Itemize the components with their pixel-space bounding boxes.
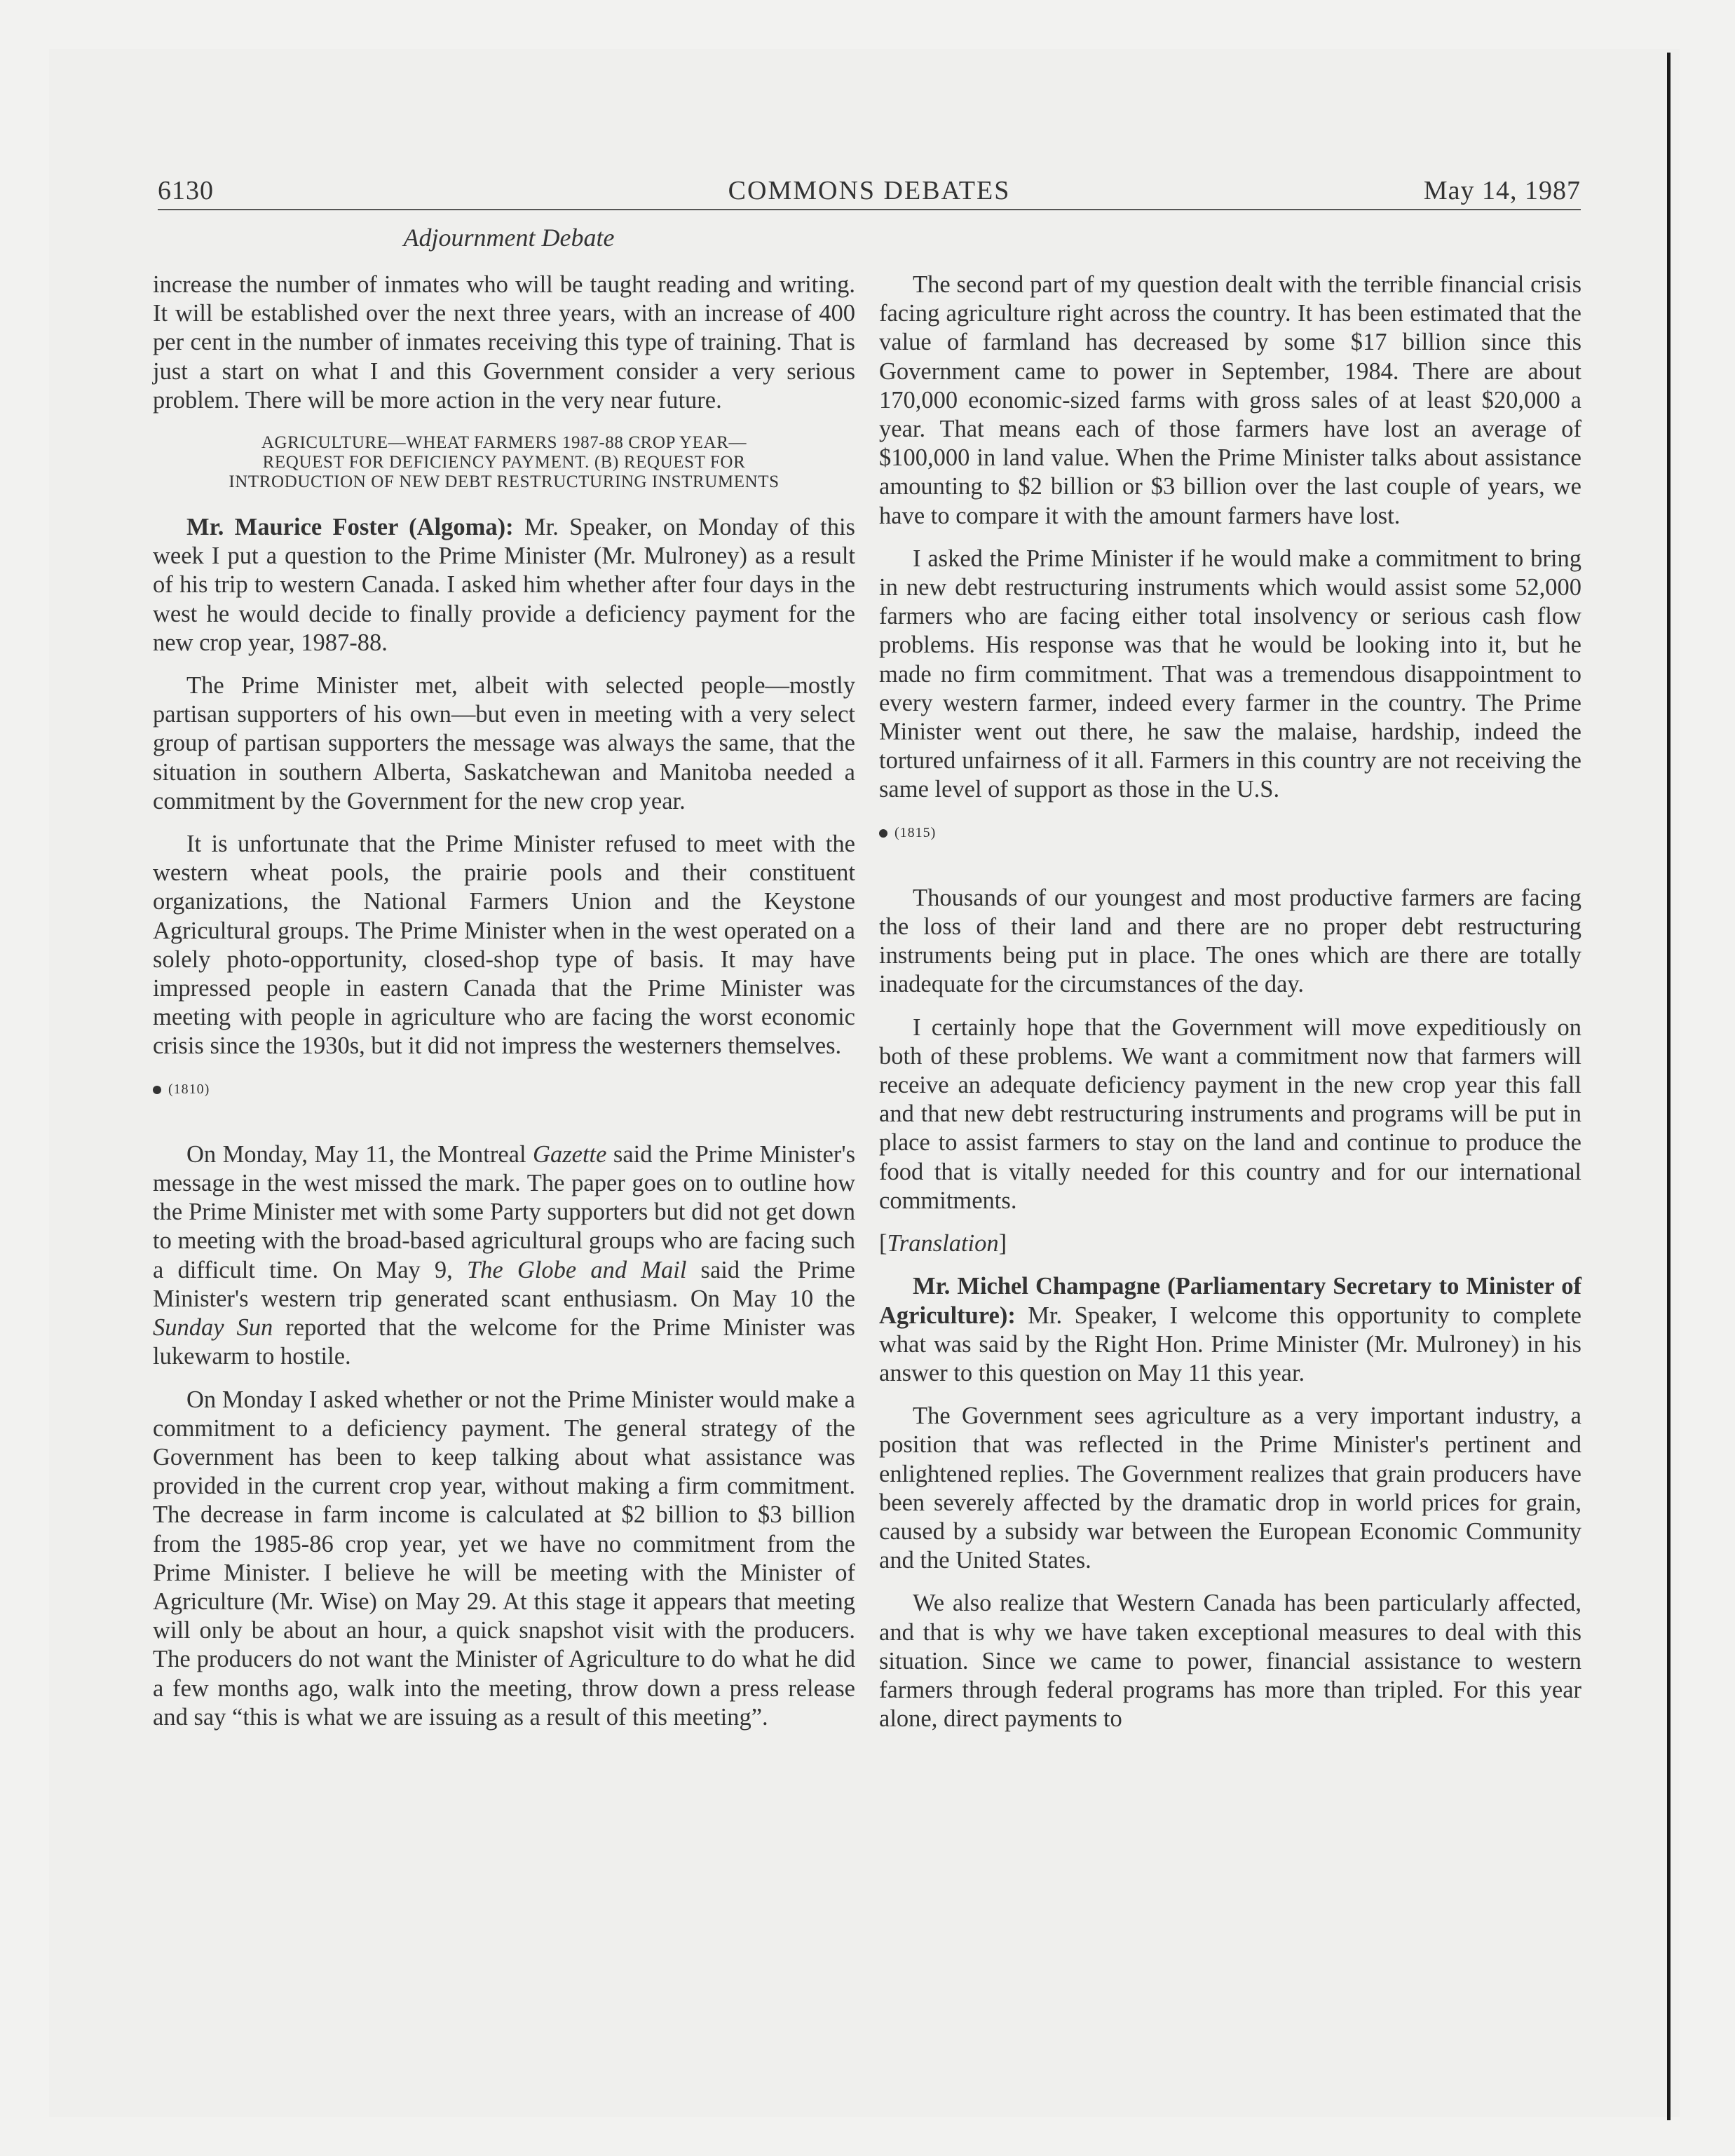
speech-text: Mr. Speaker, on Monday of this week I put a question to the Prime Minister (Mr. Mulroney) as a result of his trip to western Canada. I asked him whether after four days in the west he would decide to finally provide a deficiency payment for the new crop year, 1987-88. bbox=[153, 514, 855, 656]
text-run: On Monday, May 11, the Montreal bbox=[186, 1140, 533, 1168]
publication-name: The Globe and Mail bbox=[466, 1256, 687, 1283]
paragraph: The second part of my question dealt with the terrible financial crisis facing agriculture right across the country. It has been estimated that the value of farmland has decreased by some $17 billion since this Government came to power in September, 1984. There are about 170,000 economic-sized farms with gross sales of at least $20,000 a year. That means each of those farmers have lost an average of $100,000 in land value. When the Prime Minister talks about assistance amounting to $2 billion or $3 billion over the last couple of years, we have to compare it with the amount farmers have lost. bbox=[879, 271, 1581, 529]
bracket: ] bbox=[998, 1230, 1007, 1257]
paragraph: I asked the Prime Minister if he would make a commitment to bring in new debt restructuring instruments which would assist some 52,000 farmers who are facing either total insolvency or serious cash flow problems. His response was that he would be looking into it, but he made no firm commitment. That was a tremendous disappointment to every western farmer, indeed every farmer in the country. The Prime Minister went out there, he saw the malaise, hardship, indeed the tortured unfairness of it all. Farmers in this country are not receiving the same level of support as those in the U.S. bbox=[879, 545, 1581, 803]
bracket: [ bbox=[879, 1230, 887, 1257]
text-run: said the Prime Minister's western trip generated scant enthusiasm. On May 10 the bbox=[153, 1256, 855, 1312]
time-marker-text: (1815) bbox=[894, 824, 937, 840]
section-heading bbox=[160, 433, 848, 492]
right-column bbox=[879, 271, 1581, 1747]
text-run: said the Prime Minister's message in the west missed the mark. The paper goes on to outline how the Prime Minister met with some Party supporters but did not get down to meeting with the broad-based agricultural groups who are facing such a difficult time. On May 9, bbox=[153, 1140, 855, 1283]
header-rule bbox=[158, 209, 1581, 210]
page-edge-rule bbox=[1667, 53, 1671, 2120]
section-heading-line: REQUEST FOR DEFICIENCY PAYMENT. (B) REQUEST FOR bbox=[262, 453, 746, 472]
paragraph: It is unfortunate that the Prime Minister refused to meet with the western wheat pools, the prairie pools and their constituent organizations, the National Farmers Union and the Keystone Agricultural groups. The Prime Minister when in the west operated on a solely photo-opportunity, closed-shop type of basis. It may have impressed people in eastern Canada that the Prime Minister was meeting with people in agriculture who are facing the worst economic crisis since the 1930s, but it did not impress the westerners themselves. bbox=[153, 831, 855, 1060]
paragraph: We also realize that Western Canada has been particularly affected, and that is why we have taken exceptional measures to deal with this situation. Since we came to power, financial assistance to western farmers through federal programs has more than tripled. For this year alone, direct payments to bbox=[879, 1590, 1581, 1733]
translation-label-text: Translation bbox=[887, 1230, 999, 1257]
publication-title: COMMONS DEBATES bbox=[728, 176, 1011, 205]
left-column bbox=[153, 271, 855, 1746]
paragraph: I certainly hope that the Government will move expeditiously on both of these problems. We want a commitment now that farmers will receive an adequate deficiency payment in the new crop year this fall and that new debt restructuring instruments and programs will be put in place to assist farmers to stay on the land and continue to produce the food that is vitally needed for this country and for our international commitments. bbox=[879, 1014, 1581, 1214]
translation-label bbox=[879, 1229, 1581, 1258]
section-heading-line: INTRODUCTION OF NEW DEBT RESTRUCTURING INSTRUMENTS bbox=[229, 472, 780, 492]
time-marker bbox=[153, 1075, 855, 1104]
speaker-name: Mr. Michel Champagne (Parliamentary Secretary to Minister of Agriculture): bbox=[879, 1273, 1581, 1329]
speaker-name: Mr. Maurice Foster (Algoma): bbox=[186, 514, 514, 541]
speech-paragraph bbox=[879, 1272, 1581, 1388]
speech-text: Mr. Speaker, I welcome this opportunity to complete what was said by the Right Hon. Prime Minister (Mr. Mulroney) in his answer to this question on May 11 this year. bbox=[879, 1302, 1581, 1386]
section-heading-line: AGRICULTURE—WHEAT FARMERS 1987-88 CROP YEAR— bbox=[261, 433, 747, 453]
paragraph: Thousands of our youngest and most productive farmers are facing the loss of their land and there are no proper debt restructuring instruments being put in place. The ones which are there are totally inadequate for the circumstances of the day. bbox=[879, 884, 1581, 998]
paragraph bbox=[153, 1140, 855, 1372]
speech-paragraph bbox=[153, 513, 855, 657]
paragraph: The Prime Minister met, albeit with selected people—mostly partisan supporters of his own—but even in meeting with a very select group of partisan supporters the message was always the same, that the situation in southern Alberta, Saskatchewan and Manitoba needed a commitment by the Government for the new crop year. bbox=[153, 672, 855, 814]
time-marker-text: (1810) bbox=[168, 1081, 210, 1097]
publication-name: Sunday Sun bbox=[153, 1314, 273, 1342]
page-header bbox=[158, 175, 1581, 212]
paragraph: On Monday I asked whether or not the Prime Minister would make a commitment to a deficiency payment. The general strategy of the Government has been to keep talking about what assistance was provided in the current crop year, without making a firm commitment. The decrease in farm income is calculated at $2 billion to $3 billion from the 1985-86 crop year, yet we have no commitment from the Prime Minister. I believe he will be meeting with the Minister of Agriculture (Mr. Wise) on May 29. At this stage it appears that meeting will only be about an hour, a quick snapshot visit with the producers. The producers do not want the Minister of Agriculture to do what he did a few months ago, walk into the meeting, throw down a press release and say “this is what we are issuing as a result of this meeting”. bbox=[153, 1386, 855, 1731]
bullet-icon bbox=[879, 829, 887, 838]
running-head: Adjournment Debate bbox=[403, 224, 615, 252]
publication-date: May 14, 1987 bbox=[1423, 176, 1581, 205]
bullet-icon bbox=[153, 1086, 161, 1094]
page-number: 6130 bbox=[158, 176, 214, 205]
paragraph: The Government sees agriculture as a very important industry, a position that was reflected in the Prime Minister's pertinent and enlightened replies. The Government realizes that grain producers have been severely affected by the dramatic drop in world prices for grain, caused by a subsidy war between the European Economic Community and the United States. bbox=[879, 1403, 1581, 1574]
paragraph: increase the number of inmates who will be taught reading and writing. It will be established over the next three years, with an increase of 400 per cent in the number of inmates receiving this type of training. That is just a start on what I and this Government consider a very serious problem. There will be more action in the very near future. bbox=[153, 271, 855, 414]
publication-name: Gazette bbox=[533, 1140, 607, 1168]
time-marker bbox=[879, 819, 1581, 847]
text-run: reported that the welcome for the Prime Minister was lukewarm to hostile. bbox=[153, 1314, 855, 1370]
